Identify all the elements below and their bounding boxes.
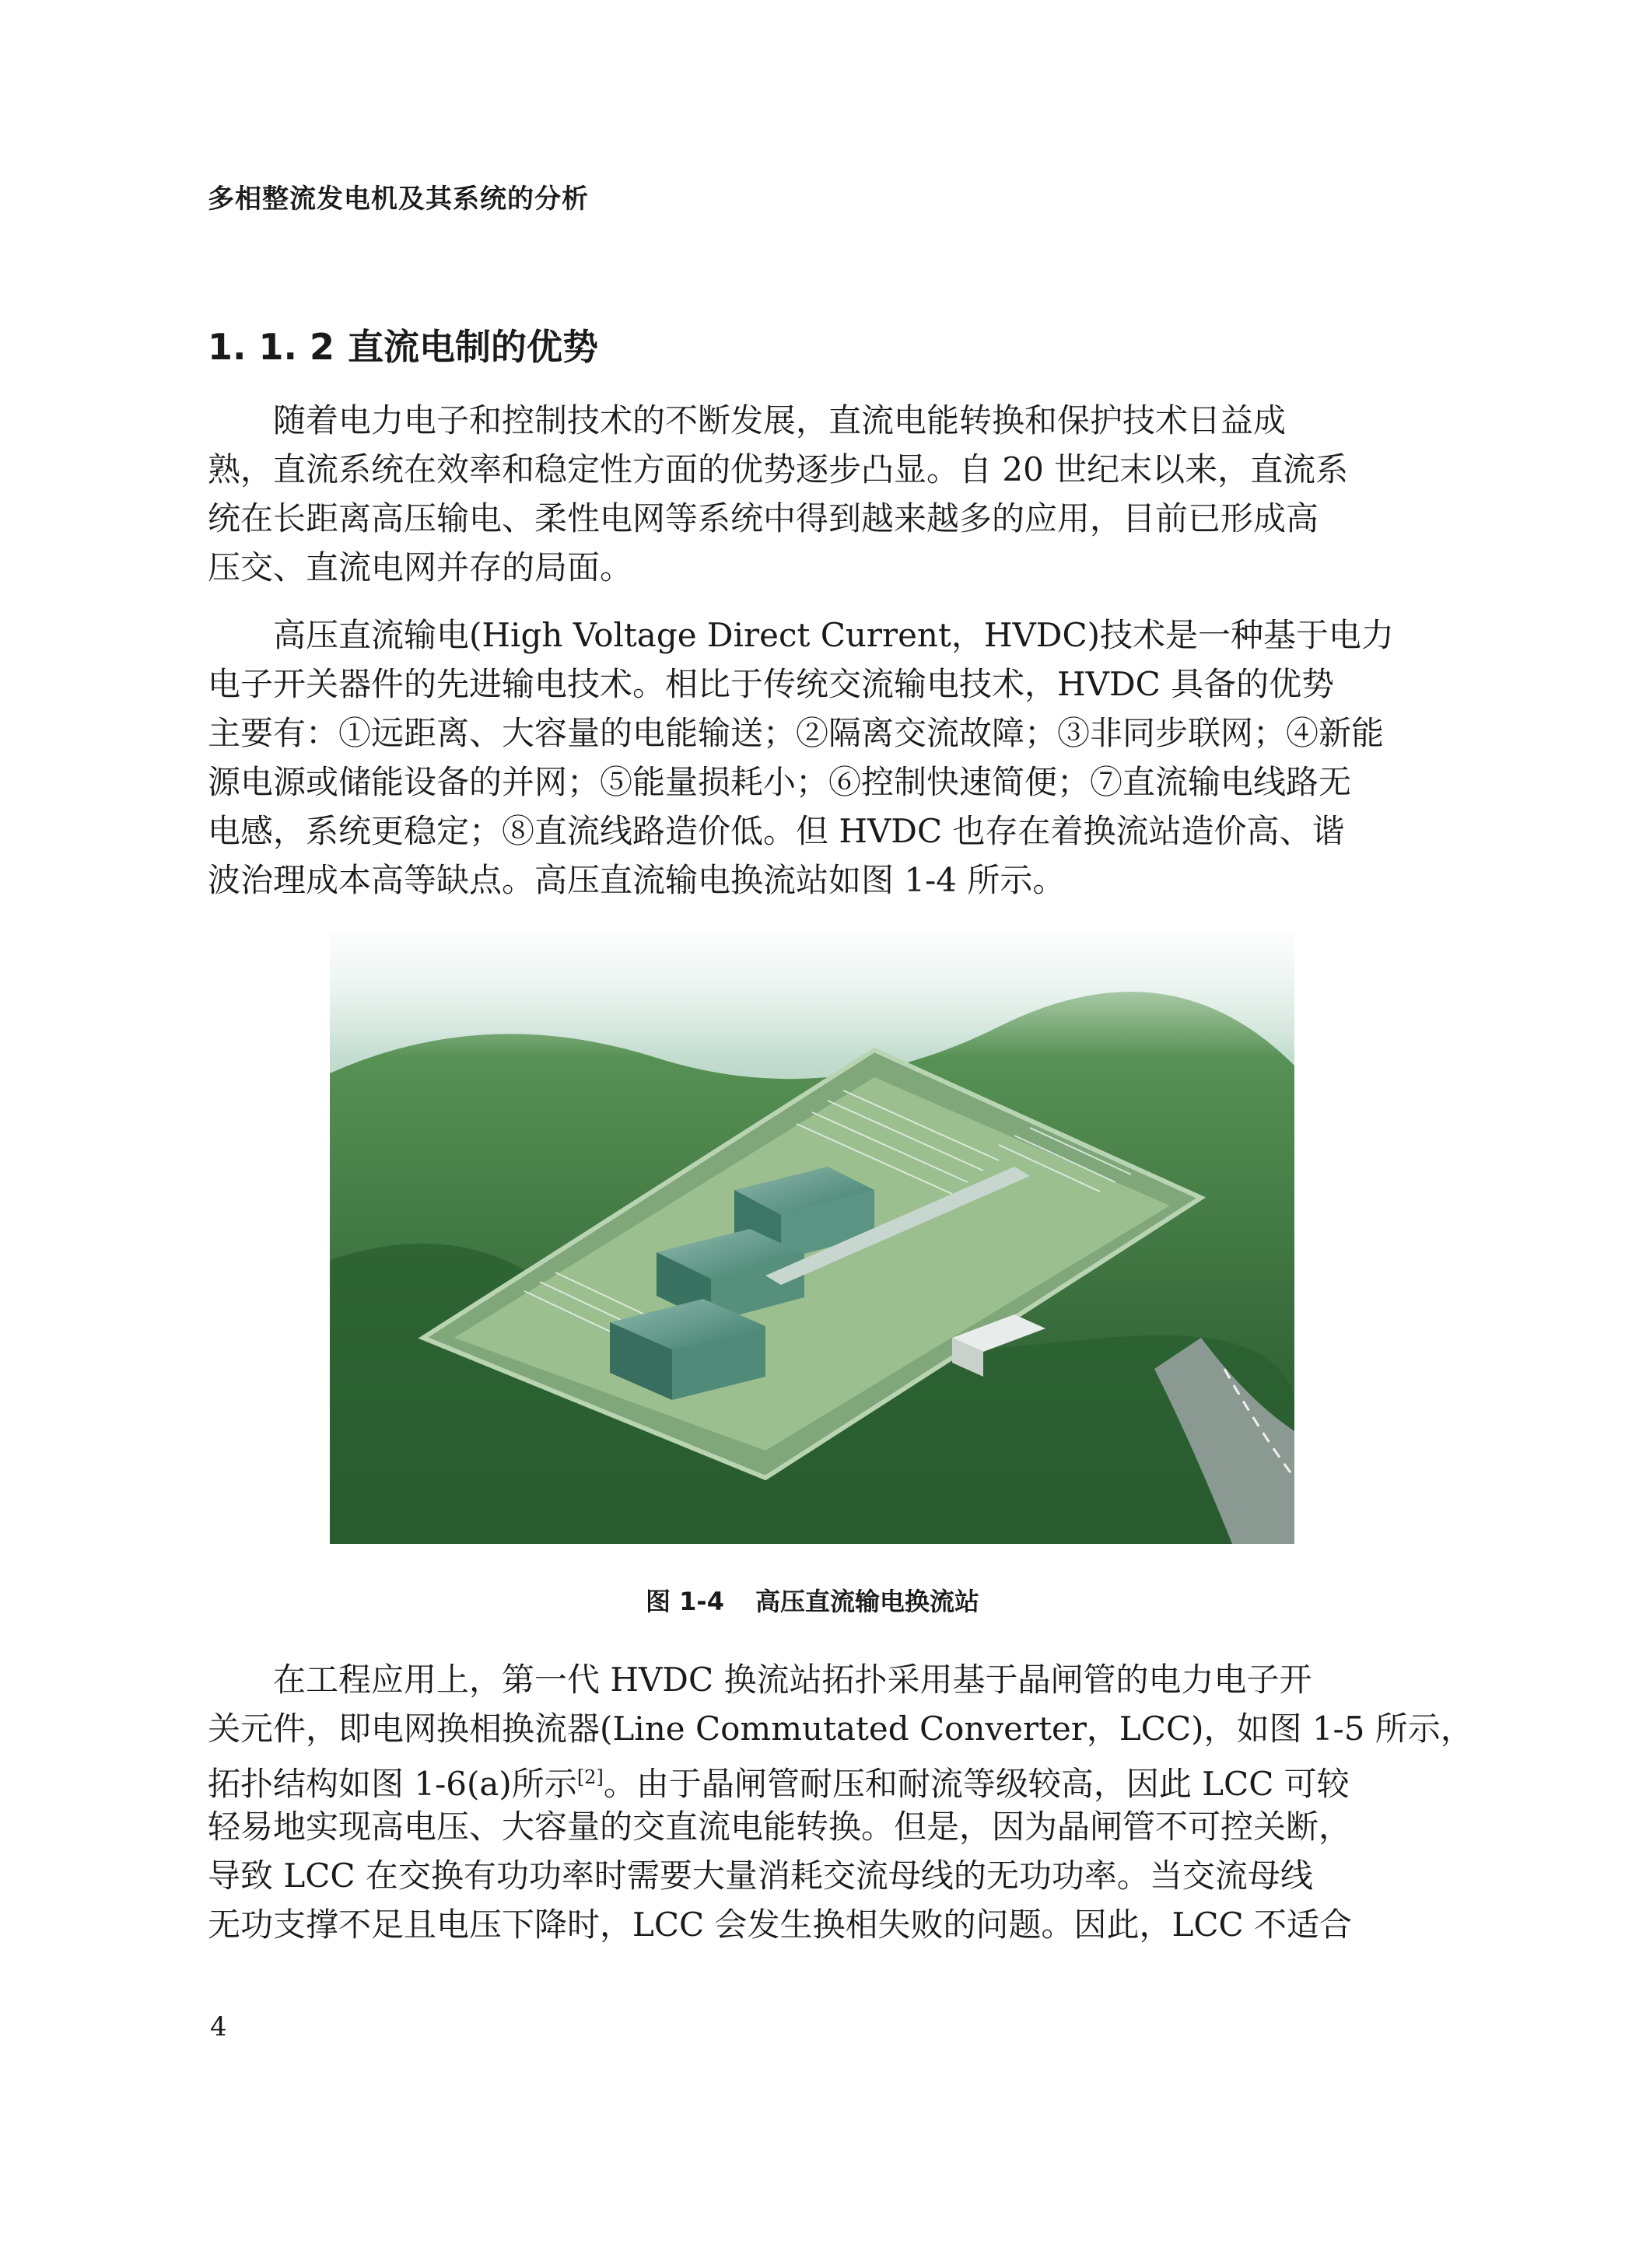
figure-caption-text: 高压直流输电换流站 bbox=[755, 1587, 979, 1616]
text-line: 波治理成本高等缺点。高压直流输电换流站如图 1-4 所示。 bbox=[208, 861, 1066, 899]
paragraph-3 bbox=[208, 1655, 1473, 1949]
text-segment: 拓扑结构如图 1-6(a)所示 bbox=[208, 1765, 577, 1803]
page-number: 4 bbox=[210, 2011, 227, 2042]
text-line: 压交、直流电网并存的局面。 bbox=[208, 548, 633, 586]
running-header: 多相整流发电机及其系统的分析 bbox=[208, 184, 589, 215]
text-line: 关元件，即电网换相换流器(Line Commutated Converter，LCC)，如图 1-5 所示， bbox=[208, 1710, 1473, 1748]
converter-station-illustration bbox=[330, 933, 1294, 1544]
section-number: 1. 1. 2 bbox=[208, 326, 334, 368]
text-line: 无功支撑不足且电压下降时，LCC 会发生换相失败的问题。因此，LCC 不适合 bbox=[208, 1906, 1353, 1944]
text-line: 电感，系统更稳定；⑧直流线路造价低。但 HVDC 也存在着换流站造价高、谐 bbox=[208, 812, 1345, 850]
text-line: 高压直流输电(High Voltage Direct Current，HVDC)技术是一种基于电力 bbox=[208, 616, 1395, 654]
text-line: 轻易地实现高电压、大容量的交直流电能转换。但是，因为晶闸管不可控关断， bbox=[208, 1808, 1352, 1846]
text-line: 源电源或储能设备的并网；⑤能量损耗小；⑥控制快速简便；⑦直流输电线路无 bbox=[208, 763, 1352, 801]
section-heading bbox=[208, 319, 598, 370]
text-line: 导致 LCC 在交换有功功率时需要大量消耗交流母线的无功功率。当交流母线 bbox=[208, 1857, 1313, 1895]
section-title: 直流电制的优势 bbox=[348, 326, 598, 368]
paragraph-1 bbox=[208, 396, 1418, 592]
text-line: 随着电力电子和控制技术的不断发展，直流电能转换和保护技术日益成 bbox=[208, 401, 1287, 439]
text-line bbox=[208, 1753, 1418, 1802]
text-segment: 。由于晶闸管耐压和耐流等级较高，因此 LCC 可较 bbox=[603, 1765, 1350, 1803]
text-line: 主要有：①远距离、大容量的电能输送；②隔离交流故障；③非同步联网；④新能 bbox=[208, 714, 1385, 752]
text-line: 统在长距离高压输电、柔性电网等系统中得到越来越多的应用，目前已形成高 bbox=[208, 499, 1319, 537]
paragraph-2 bbox=[208, 611, 1418, 905]
text-line: 电子开关器件的先进输电技术。相比于传统交流输电技术，HVDC 具备的优势 bbox=[208, 665, 1335, 703]
text-line: 熟，直流系统在效率和稳定性方面的优势逐步凸显。自 20 世纪末以来，直流系 bbox=[208, 450, 1349, 488]
converter-station-figure bbox=[330, 933, 1294, 1544]
text-line: 在工程应用上，第一代 HVDC 换流站拓扑采用基于晶闸管的电力电子开 bbox=[208, 1661, 1312, 1699]
citation-ref[interactable]: [2] bbox=[576, 1766, 604, 1788]
figure-caption bbox=[0, 1582, 1625, 1618]
figure-number: 图 1-4 bbox=[646, 1587, 724, 1616]
